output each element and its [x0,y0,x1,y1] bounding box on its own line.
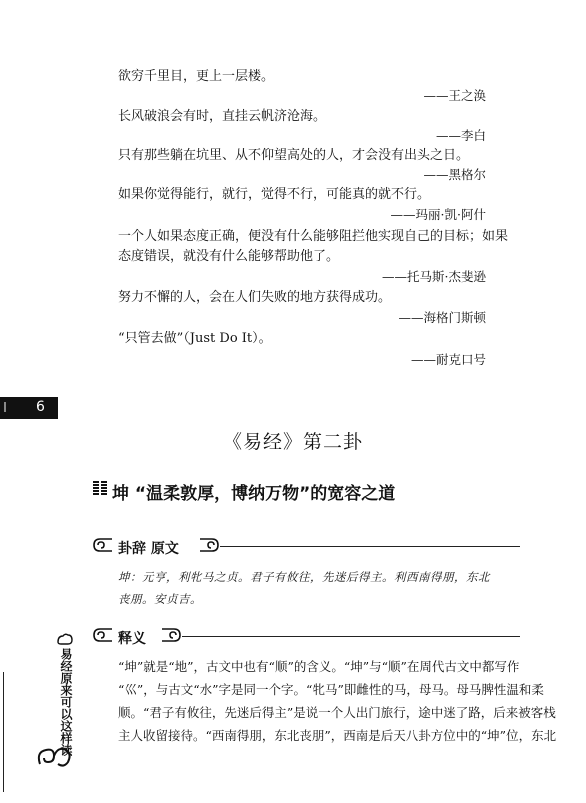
quote-4-text: 如果你觉得能行，就行，觉得不行，可能真的就不行。 [118,187,431,202]
cloud-ornament-icon [56,632,74,646]
explanation-line4: 主人收留接待。“西南得朋，东北丧朋”，西南是后天八卦方位中的“坤”位，东北 [118,728,557,743]
book-side-title: 易经原来可以这样读 [59,648,73,756]
margin-rule-left [3,672,4,792]
explanation-line2: “巛”，与古文“水”字是同一个字。“牝马”即雌性的马，母马。母马脾性温和柔 [118,682,544,697]
page-tab-mark [4,402,16,412]
quote-4-author: ——玛丽·凯·阿什 [390,207,486,222]
subsection-2-rule [182,636,520,637]
quote-1-text: 欲穷千里目，更上一层楼。 [118,69,275,84]
section-heading: 坤 “温柔敦厚，博纳万物”的宽容之道 [112,484,396,504]
swirl-ornament-icon [34,742,74,772]
quote-6-text: 努力不懈的人，会在人们失败的地方获得成功。 [118,290,392,305]
quote-5-text-line2: 态度错误，就没有什么能够帮助他了。 [118,249,340,264]
subsection-1-rule [220,546,520,547]
classical-text-line1: 坤：元亨，利牝马之贞。君子有攸往，先迷后得主。利西南得朋，东北 [118,570,490,584]
quote-1-author: ——王之涣 [423,88,486,103]
subsection-2-title: 释义 [118,631,146,647]
explanation-line3: 顺。“君子有攸往，先迷后得主”是说一个人出门旅行，途中迷了路，后来被客栈 [118,705,556,720]
quote-7-author: ——耐克口号 [410,352,486,367]
quote-3-author: ——黑格尔 [423,167,486,182]
quote-2-author: ——李白 [435,128,486,143]
quote-7-text: “只管去做”（Just Do It）。 [118,331,272,346]
scroll-ornament-left-icon [92,537,114,553]
scroll-ornament-right-icon [160,627,182,643]
quote-2-text: 长风破浪会有时，直挂云帆济沧海。 [118,109,327,124]
quote-5-text-line1: 一个人如果态度正确，便没有什么能够阻拦他实现自己的目标；如果 [118,229,509,244]
quote-3-text: 只有那些躺在坑里、从不仰望高处的人，才会没有出头之日。 [118,148,470,163]
scroll-ornament-left-icon [92,627,114,643]
classical-text-line2: 丧朋。安贞吉。 [118,592,202,606]
scroll-ornament-right-icon [198,537,220,553]
subsection-1-title: 卦辞 原文 [118,541,179,557]
explanation-line1: “坤”就是“地”，古文中也有“顺”的含义。“坤”与“顺”在周代古文中都写作 [118,659,520,674]
chapter-title: 《易经》第二卦 [222,431,363,453]
quote-5-author: ——托马斯·杰斐逊 [382,269,486,284]
quote-6-author: ——海格门斯顿 [398,310,486,325]
hexagram-bars-icon [93,481,107,497]
page-number: 6 [36,399,45,415]
